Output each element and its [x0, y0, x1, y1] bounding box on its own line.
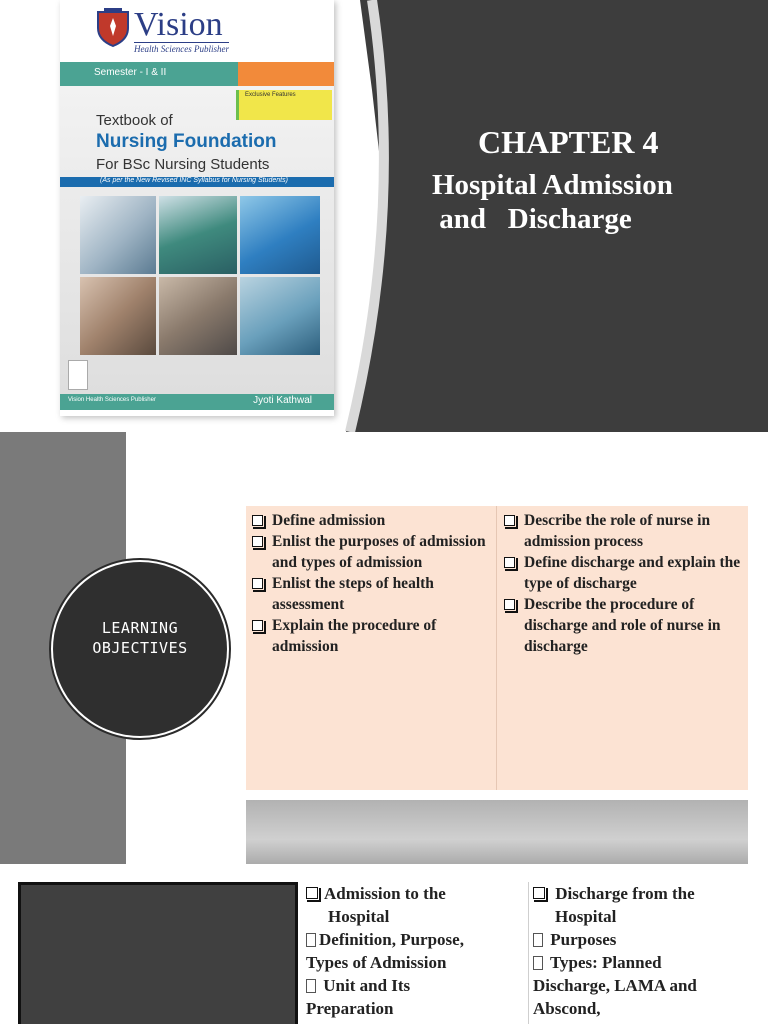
cover-title-line2: Nursing Foundation: [96, 131, 277, 152]
orange-banner: [238, 62, 334, 86]
brand-tagline: Health Sciences Publisher: [134, 44, 229, 54]
list-item: Describe the role of nurse in admission process: [502, 510, 746, 552]
list-item-continued: Abscond,: [533, 999, 601, 1018]
slide-contents: [0, 864, 768, 1024]
list-item: Purposes: [533, 928, 765, 951]
list-item: Define discharge and explain the type of discharge: [502, 552, 746, 594]
column-divider: [528, 882, 529, 1024]
missing-glyph-icon: [533, 933, 543, 947]
chapter-title-line1: Hospital Admission: [432, 169, 673, 201]
list-item-continued: Hospital: [555, 907, 617, 926]
publisher-name: Vision Health Sciences Publisher: [68, 397, 156, 403]
checkbox-bullet-icon: [252, 515, 263, 526]
checkbox-bullet-icon: [252, 536, 263, 547]
list-item: Enlist the purposes of admission and types of admission: [250, 531, 494, 573]
list-item-continued: Types of Admission: [306, 953, 447, 972]
checkbox-bullet-icon: [504, 515, 515, 526]
slide-title: [0, 0, 768, 432]
grey-footer-band: [246, 800, 748, 866]
cover-title-line3: For BSc Nursing Students: [96, 156, 270, 173]
photo-hands: [159, 277, 237, 355]
shield-icon: [96, 8, 130, 48]
objectives-right-column: [502, 510, 746, 657]
cover-title-line1: Textbook of: [96, 112, 173, 129]
learning-objectives-label: [53, 618, 227, 658]
list-item: Discharge from the: [533, 882, 765, 905]
brand-name: Vision: [134, 6, 223, 43]
photo-nurse-arms: [240, 196, 320, 274]
objectives-left-column: [250, 510, 494, 657]
publisher-logo: [96, 8, 229, 54]
photo-surgeon: [159, 196, 237, 274]
objectives-panel: [246, 506, 748, 790]
checkbox-bullet-icon: [533, 887, 545, 899]
features-box: [236, 90, 332, 120]
photo-nurse-mask: [80, 196, 156, 274]
syllabus-note: (As per the New Revised INC Syllabus for Nursing Students): [100, 177, 288, 184]
features-label: Exclusive Features: [245, 92, 296, 98]
book-cover: [60, 0, 334, 416]
column-divider: [496, 506, 497, 790]
label-line2: OBJECTIVES: [92, 639, 188, 657]
photo-caregiver: [80, 277, 156, 355]
missing-glyph-icon: [306, 979, 316, 993]
checkbox-bullet-icon: [252, 620, 263, 631]
cover-photo-grid: [80, 196, 320, 356]
list-item-continued: Preparation: [306, 999, 394, 1018]
chapter-title: [432, 168, 762, 236]
checkbox-bullet-icon: [504, 557, 515, 568]
photo-nurse-window: [240, 277, 320, 355]
missing-glyph-icon: [306, 933, 316, 947]
checkbox-bullet-icon: [306, 887, 318, 899]
chapter-number: CHAPTER 4: [478, 124, 659, 160]
small-logo-icon: [68, 360, 88, 390]
label-line1: LEARNING: [101, 619, 179, 637]
checkbox-bullet-icon: [504, 599, 515, 610]
list-item: Admission to the: [306, 882, 522, 905]
list-item: Unit and Its: [306, 974, 522, 997]
list-item: Explain the procedure of admission: [250, 615, 494, 657]
list-item: Types: Planned: [533, 951, 765, 974]
list-item-continued: Discharge, LAMA and: [533, 976, 697, 995]
author-bar: [60, 394, 334, 410]
contents-left-column: [306, 882, 522, 1020]
list-item-continued: Hospital: [328, 907, 390, 926]
list-item: Describe the procedure of discharge and role of nurse in discharge: [502, 594, 746, 657]
list-item: Define admission: [250, 510, 494, 531]
semester-bar: [60, 62, 334, 86]
list-item: Enlist the steps of health assessment: [250, 573, 494, 615]
checkbox-bullet-icon: [252, 578, 263, 589]
contents-right-column: [533, 882, 765, 1020]
author-name: Jyoti Kathwal: [253, 395, 312, 406]
dark-title-box: [18, 882, 298, 1024]
semester-label: Semester - I & II: [94, 67, 167, 78]
missing-glyph-icon: [533, 956, 543, 970]
list-item: Definition, Purpose,: [306, 928, 522, 951]
syllabus-bar: [60, 177, 334, 187]
chapter-title-line2: and Discharge: [432, 203, 632, 235]
slide-learning-objectives: [0, 432, 768, 864]
